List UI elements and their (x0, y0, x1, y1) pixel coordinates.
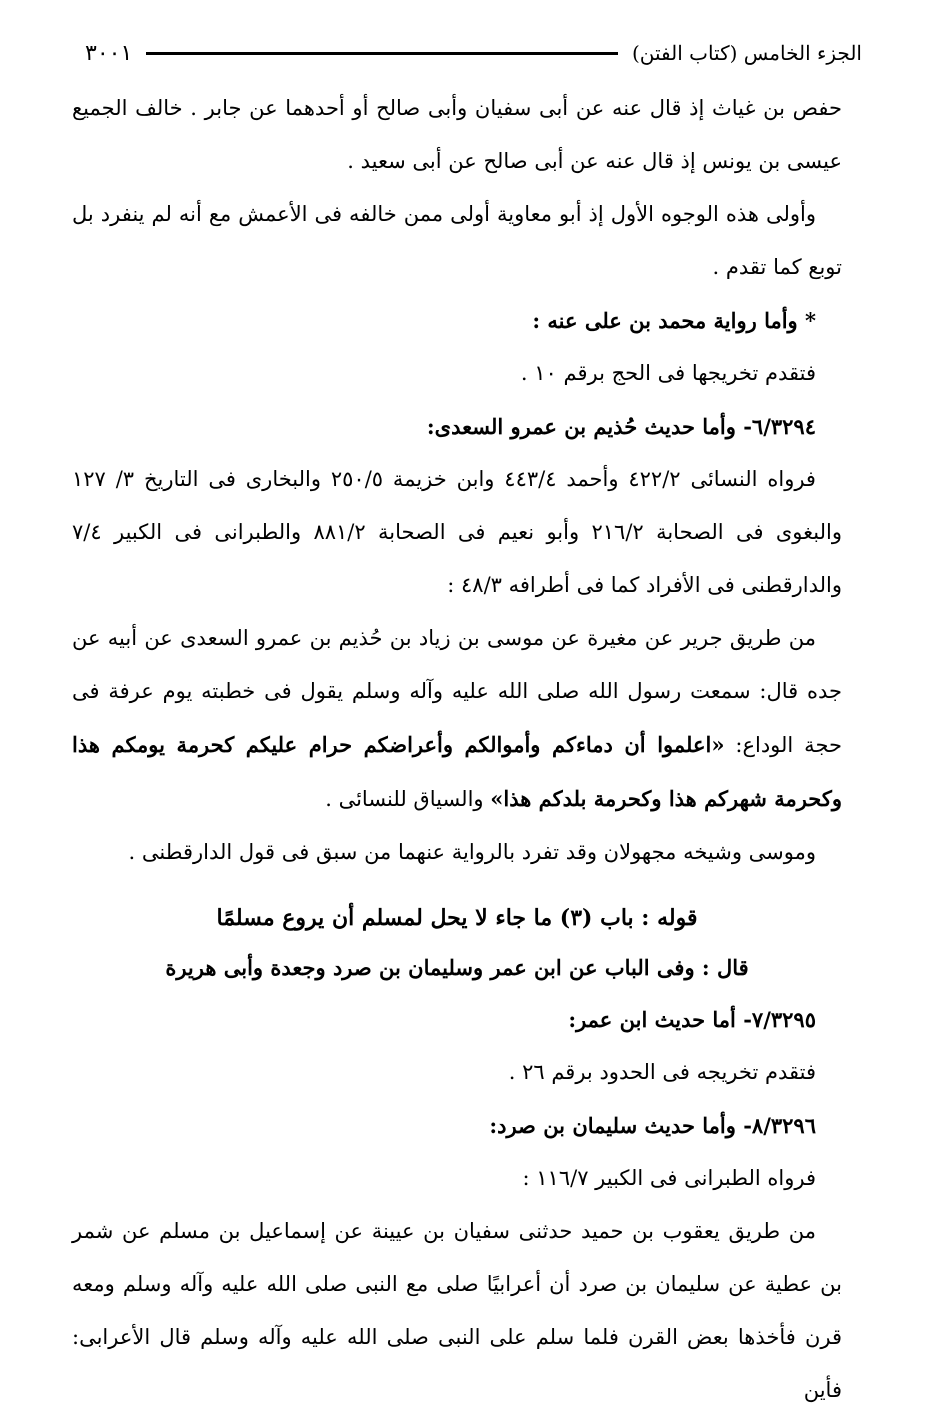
paragraph-4: فرواه النسائى ٤٢٢/٢ وأحمد ٤٤٣/٤ وابن خزيمة ٢٥٠/٥ والبخارى فى التاريخ ٣/ ١٢٧ والبغوى فى الصحابة ٢١٦/٢ وأبو نعيم فى الصحابة ٨٨١/٢ والطبرانى فى الكبير ٧/٤ والدارقطنى فى الأفراد كما فى أطرافه ٤٨/٣ : (72, 467, 842, 597)
narration-note: والسياق للنسائى . (325, 787, 484, 811)
hadith-heading-3295: ٧/٣٢٩٥- أما حديث ابن عمر: (568, 1007, 816, 1032)
hadith-heading-3296: ٨/٣٢٩٦- وأما حديث سليمان بن صرد: (489, 1113, 816, 1138)
paragraph-1: حفص بن غياث إذ قال عنه عن أبى سفيان وأبى صالح أو أحدهما عن جابر . خالف الجميع عيسى بن يونس إذ قال عنه عن أبى صالح عن أبى سعيد . (72, 96, 842, 173)
paragraph-7: فتقدم تخريجه فى الحدود برقم ٢٦ . (508, 1060, 816, 1084)
running-title: الجزء الخامس (كتاب الفتن) (631, 41, 862, 65)
page-header (85, 36, 862, 70)
chapter-subheading: قال : وفى الباب عن ابن عمر وسليمان بن صرد وجعدة وأبى هريرة (165, 955, 749, 980)
section-heading-muhammad: * وأما رواية محمد بن على عنه : (532, 308, 816, 333)
hadith-text-quote: «اعلموا أن دماءكم وأموالكم وأعراضكم حرام عليكم كحرمة يومكم هذا وكحرمة شهركم هذا وكحرمة بلدكم هذا» (72, 732, 842, 811)
paragraph-9: من طريق يعقوب بن حميد حدثنى سفيان بن عيينة عن إسماعيل بن مسلم عن شمر بن عطية عن سليمان بن صرد أن أعرابيًا صلى مع النبى صلى الله عليه وآله وسلم ومعه قرن فأخذها بعض القرن فلما سلم على النبى صلى الله عليه وآله وسلم قال الأعرابى: فأين (72, 1219, 842, 1402)
hadith-heading-3294: ٦/٣٢٩٤- وأما حديث حُذيم بن عمرو السعدى: (426, 414, 816, 439)
paragraph-8: فرواه الطبرانى فى الكبير ١١٦/٧ : (522, 1166, 816, 1190)
page-number: ٣٠٠١ (85, 40, 133, 66)
narration-chain: من طريق جرير عن مغيرة عن موسى بن زياد بن حُذيم بن عمرو السعدى عن أبيه عن جده قال: سمعت رسول الله صلى الله عليه وآله وسلم يقول فى خطبته يوم عرفة فى حجة الوداع: (72, 626, 842, 757)
header-rule (146, 52, 618, 55)
paragraph-3: فتقدم تخريجها فى الحج برقم ١٠ . (520, 361, 816, 385)
paragraph-2: وأولى هذه الوجوه الأول إذ أبو معاوية أولى ممن خالفه فى الأعمش مع أنه لم ينفرد بل توبع كما تقدم . (72, 202, 842, 279)
paragraph-5 (72, 612, 842, 826)
document-body (72, 82, 842, 1417)
chapter-heading: قوله : باب (٣) ما جاء لا يحل لمسلم أن يروع مسلمًا (216, 905, 698, 931)
paragraph-6: وموسى وشيخه مجهولان وقد تفرد بالرواية عنهما من سبق فى قول الدارقطنى . (128, 840, 816, 864)
